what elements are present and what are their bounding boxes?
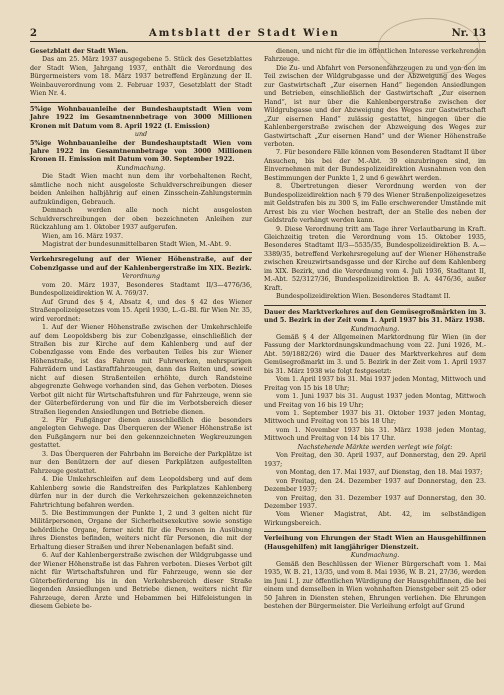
right-column (264, 48, 486, 611)
subheading: Verordnung (121, 273, 160, 281)
paragraph: Demnach werden alle noch nicht ausgelosten Schuldverschreibungen der oben bezeichneten Anleihen zur Rückzahlung am 1. Oktober 1937 aufgerufen. (30, 207, 252, 232)
left-column (30, 48, 252, 611)
paragraph: 4. Die Umkehrschleifen auf dem Leopoldsberg und auf dem Kahlenberg sowie die Randstreifen des Parkplatzes Kahlenberg dürfen nur in der durch die Verkehrszeichen gekennzeichneten Fahrtrichtung befahren werden. (30, 476, 252, 509)
article-heading: Dauer des Marktverkehres auf den Gemüsegroßmärkten im 3. und 5. Bezirk in der Zeit vom 1. April 1937 bis 31. März 1938. (264, 308, 486, 325)
paragraph: Die Stadt Wien macht nun dem ihr vorbehaltenen Recht, sämtliche noch nicht ausgeloste Schuldverschreibungen dieser beiden Anleihen halbjährig auf einen Zinsschein-Zahlungstermin aufzukündigen, Gebrauch. (30, 173, 252, 206)
paragraph: 2. Für Fußgänger dienen ausschließlich die besonders angelegten Gehwege. Das Überqueren der Wiener Höhenstraße ist den Fußgängern nur bei den gekennzeichneten Wegkreuzungen gestattet. (30, 417, 252, 450)
article-heading: 5%ige Wohnbauanleihe der Bundeshauptstadt Wien vom Jahre 1922 im Gesamtnennbetrage von 3000 Millionen Kronen II. Emission mit Datum vom 30. September 1922. (30, 139, 252, 164)
subheading: Kundmachung. (350, 552, 400, 560)
paragraph: 8. Übertretungen dieser Verordnung werden von der Bundespolizeidirektion nach § 79 des Wiener Straßenpolizeigesetzes mit Geldstrafen bis zu 300 S, im Falle erschwerender Umstände mit Arrest bis zu vier Wochen bestraft, der an Stelle des neben der Geldstrafe verhängt werden kann. (264, 183, 486, 225)
paragraph: vom 20. März 1937, Besonderes Stadtamt II/3—4776/36, Bundespolizeidirektion W. A. 769/37. (30, 281, 252, 298)
paragraph: 6. Auf der Kahlenbergerstraße zwischen der Wildgrubgasse und der Wiener Höhenstraße ist das Fahren verboten. Dieses Verbot gilt nicht für Wirtschaftsfuhren und für Fahrzeuge, wenn sie der Güterbeförderung bis in den Verkehrsbereich dieser Straße liegenden Ansiedlungen und Betriebe dienen, weiters nicht für Fahrzeuge, deren Ärzte und Hebammen bei Hilfeleistungen in diesem Gebiete be- (30, 552, 252, 610)
paragraph: 7. Für besondere Fälle können vom Besonderen Stadtamt II über Ansuchen, bis bei der M.-Abt. 39 einzubringen sind, im Einvernehmen mit der Bundespolizeidirektion Ausnahmen von den Bestimmungen der Punkte 1, 2 und 6 gewährt werden. (264, 149, 486, 182)
paragraph: Vom Wiener Magistrat, Abt. 42, im selbständigen Wirkungsbereich. (264, 511, 486, 527)
journal-title: Amtsblatt der Stadt Wien (149, 28, 340, 39)
subheading: Kundmachung. (350, 325, 400, 333)
paragraph: 3. Das Überqueren der Fahrbahn im Bereiche der Parkplätze ist nur den Benützern der auf diesen Parkplätzen aufgestellten Fahrzeuge gestattet. (30, 450, 252, 475)
section-divider (30, 102, 252, 103)
paragraph: Magistrat der bundesunmittelbaren Stadt Wien, M.-Abt. 9. (42, 240, 232, 248)
paragraph: von Montag, den 17. Mai 1937, auf Dienstag, den 18. Mai 1937; (276, 469, 483, 477)
paragraph: Bundespolizeidirektion Wien. Besonderes Stadtamt II. (276, 293, 451, 301)
paragraph: Das am 25. März 1937 ausgegebene 5. Stück des Gesetzblattes der Stadt Wien, Jahrgang 1937, enthält die Verordnung des Bürgermeisters vom 18. März 1937 betreffend Ergänzung der II. Weinbauverordnung vom 2. Februar 1937, Gesetzblatt der Stadt Wien Nr. 4. (30, 56, 252, 98)
paragraph: Auf Grund des § 4, Absatz 4, und des § 42 des Wiener Straßenpolizeigesetzes vom 15. April 1930, L.-G.-Bl. für Wien Nr. 35, wird verordnet: (30, 298, 252, 323)
subheading: Nachstehende Märkte werden verlegt wie folgt: (297, 443, 453, 451)
article-heading: 5%ige Wohnbauanleihe der Bundeshauptstadt Wien vom Jahre 1922 im Gesamtnennbetrage von 3000 Millionen Kronen mit Datum vom 8. April 1922 (I. Emission) (30, 105, 252, 130)
paragraph: 5. Die Bestimmungen der Punkte 1, 2 und 3 gelten nicht für Militärpersonen, Organe der Sicherheitsexekutive sowie sonstige behördliche Organe, ferner nicht für die Personen in Ausübung ihres Dienstes befinden, weiters nicht für Personen, die mit der Erhaltung dieser Straßen und ihrer Nebenanlagen befaßt sind. (30, 510, 252, 551)
paragraph: Gemäß den Beschlüssen der Wiener Bürgerschaft vom 1. Mai 1935, W. B. 21, 13/35, und vom 8. Mai 1936, W. B. 21, 27/36, werden im Juni I. J. zur öffentlichen Würdigung der Hausgehilfinnen, die bei einem und demselben in Wien wohnhaften Dienstgeber seit 25 oder 50 Jahren in Diensten stehen, Ehrungen verliehen. Die Ehrungen bestehen der Bürgermeister. Die Verleihung erfolgt auf Grund (264, 560, 486, 610)
paragraph: Die Zu- und Abfahrt von Personenfahrzeugen zu und von den im Teil zwischen der Wildgrubgasse und der Abzweigung des Weges zur Gastwirtschaft „Zur eisernen Hand“ liegenden Ansiedlungen und Betrieben, einschließlich der Gastwirtschaft „Zur eisernen Hand“, ist nur über die Kahlenbergerstraße zwischen der Wildgrubgasse und der Abzweigung des Weges zur Gastwirtschaft „Zur eisernen Hand“ zulässig gestattet, hingegen über die Kahlenbergerstraße zwischen der Abzweigung des Weges zur Gastwirtschaft „Zur eisernen Hand“ und der Wiener Höhenstraße verboten. (264, 64, 486, 148)
paragraph: Gemäß § 4 der Allgemeinen Marktordnung für Wien (in der Fassung der Marktordnungskundmachung vom 22. Juni 1926, M.-Abt. 59/1882/26) wird die Dauer des Marktverkehres auf dem Gemüsegroßmarkt im 3. und 5. Bezirk in der Zeit vom 1. April 1937 bis 31. März 1938 wie folgt festgesetzt: (264, 333, 486, 375)
paragraph: von Freitag, den 31. Dezember 1937 auf Donnerstag, den 30. Dezember 1937. (264, 494, 486, 511)
paragraph: von Freitag, den 24. Dezember 1937 auf Donnerstag, den 23. Dezember 1937; (264, 477, 486, 494)
section-heading: Gesetzblatt der Stadt Wien. (30, 48, 129, 55)
subheading: und (134, 131, 148, 139)
paragraph: vom 1. November 1937 bis 31. März 1938 jeden Montag, Mittwoch und Freitag von 14 bis 17 Uhr. (264, 426, 486, 443)
paragraph: vom 1. Juni 1937 bis 31. August 1937 jeden Montag, Mittwoch und Freitag von 16 bis 19 Uhr; (264, 393, 486, 409)
paragraph: 1. Auf der Wiener Höhenstraße zwischen der Umkehrschleife auf dem Leopoldsberg bis zur Cobenzlgasse, einschließlich der Straßen bis zur Kirche auf dem Kahlenberg und auf der Cobenzlgasse vom Ende des verbauten Teiles bis zur Wiener Höhenstraße, ist das Fahren mit Fuhrwerken, mehrspurigen Fahrrädern und Lastkraftfahrzeugen, dann das Reiten und, soweit nicht auf diesen Straßenteilen erhöhte, durch Randsteine abgegrenzte Gehwege vorhanden sind, das Gehen verboten. Dieses Verbot gilt nicht für Wirtschaftsfuhren und für Fahrzeuge, wenn sie der Güterbeförderung von und für die im Verbotsbereich dieser Straßen liegenden Ansiedlungen und Betriebe dienen. (30, 324, 252, 416)
section-divider (30, 252, 252, 253)
paragraph: vom 1. September 1937 bis 31. Oktober 1937 jeden Montag, Mittwoch und Freitag von 15 bis 18 Uhr; (264, 410, 486, 426)
paragraph: Von Freitag, den 30. April 1937, auf Donnerstag, den 29. April 1937; (264, 452, 486, 468)
paragraph: dienen, und nicht für die im öffentlichen Interesse verkehrenden Fahrzeuge. (264, 48, 486, 64)
issue-number: Nr. 13 (451, 28, 486, 39)
article-heading: Verkehrsregelung auf der Wiener Höhenstraße, auf der Cobenzlgasse und auf der Kahlenbergerstraße im XIX. Bezirk. (30, 256, 252, 272)
columns (30, 48, 486, 611)
paragraph: 9. Diese Verordnung tritt am Tage ihrer Verlautbarung in Kraft. Gleichzeitig treten die Verordnung vom 15. Oktober 1935, Besonderes Stadtamt II/3—5535/35, Bundespolizeidirektion B. A.—3389/35, betreffend Verkehrsregelung auf der Wiener Höhenstraße zwischen Kreuzwirtsandsgasse und der Kirche auf dem Kahlenberg im XIX. Bezirk, und die Verordnung vom 4. Juli 1936, Stadtamt II, M.-Abt. 52/3127/36, Bundespolizeidirektion B. A. 4476/36, außer Kraft. (264, 225, 486, 292)
subheading: Kundmachung. (116, 164, 166, 172)
section-divider (264, 531, 486, 532)
page-number: 2 (30, 28, 37, 39)
paragraph: Wien, am 16. März 1937. (42, 232, 124, 240)
article-heading: Verleihung von Ehrungen der Stadt Wien an Hausgehilfinnen (Hausgehilfen) mit langjähriger Dienstzeit. (264, 535, 486, 551)
library-stamp (378, 18, 480, 75)
paragraph: Vom 1. April 1937 bis 31. Mai 1937 jeden Montag, Mittwoch und Freitag von 15 bis 18 Uhr; (264, 376, 486, 392)
section-divider (264, 305, 486, 306)
